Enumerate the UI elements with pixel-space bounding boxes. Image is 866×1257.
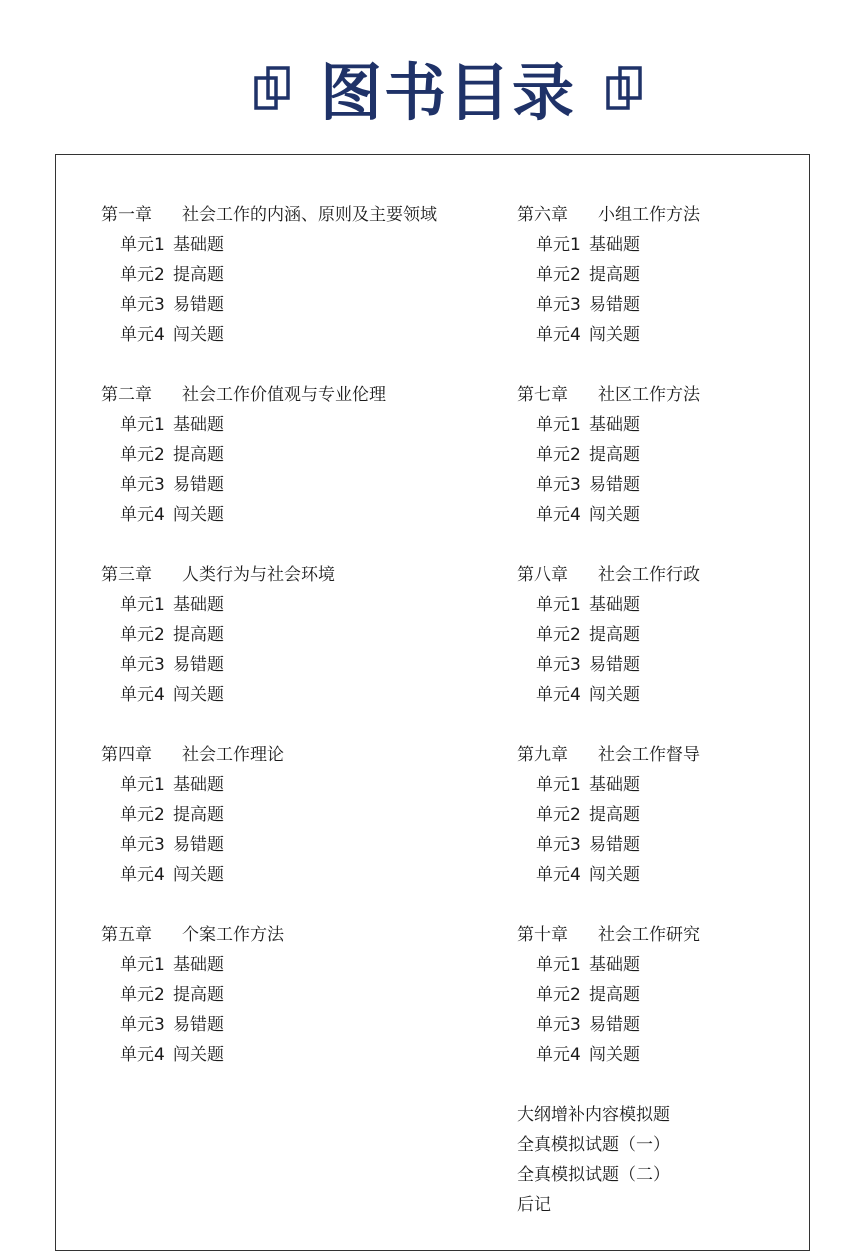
unit-number: 单元1 [120,775,165,795]
unit-entry[interactable] [517,590,700,620]
unit-entry[interactable] [101,320,437,350]
chapter-number: 第一章 [101,205,152,225]
unit-number: 单元2 [536,625,581,645]
unit-number: 单元2 [536,265,581,285]
unit-entry[interactable] [517,410,700,440]
unit-name: 闯关题 [589,1045,640,1065]
unit-entry[interactable] [101,410,437,440]
chapter-section [517,740,700,890]
unit-number: 单元2 [536,445,581,465]
unit-entry[interactable] [517,680,700,710]
unit-name: 基础题 [173,595,224,615]
unit-entry[interactable] [517,650,700,680]
unit-number: 单元3 [120,295,165,315]
unit-number: 单元2 [120,805,165,825]
unit-entry[interactable] [517,470,700,500]
unit-entry[interactable] [101,590,437,620]
unit-entry[interactable] [101,290,437,320]
unit-number: 单元1 [536,775,581,795]
unit-name: 基础题 [173,775,224,795]
chapter-section [101,380,437,530]
unit-number: 单元4 [120,865,165,885]
chapter-heading[interactable] [101,380,437,410]
chapter-heading[interactable] [517,920,700,950]
unit-number: 单元2 [120,445,165,465]
chapter-name: 社会工作理论 [182,745,284,765]
unit-name: 提高题 [589,985,640,1005]
unit-number: 单元4 [120,325,165,345]
unit-entry[interactable] [517,1040,700,1070]
unit-name: 闯关题 [589,325,640,345]
unit-entry[interactable] [517,950,700,980]
unit-number: 单元4 [120,505,165,525]
unit-name: 基础题 [589,415,640,435]
unit-number: 单元4 [536,865,581,885]
unit-entry[interactable] [101,680,437,710]
chapter-number: 第四章 [101,745,152,765]
unit-entry[interactable] [517,860,700,890]
unit-name: 提高题 [173,445,224,465]
unit-number: 单元1 [120,415,165,435]
appendix-entry[interactable]: 大纲增补内容模拟题 [517,1105,670,1125]
unit-entry[interactable] [517,320,700,350]
unit-entry[interactable] [517,440,700,470]
unit-name: 基础题 [589,235,640,255]
unit-name: 闯关题 [173,685,224,705]
unit-name: 基础题 [589,955,640,975]
nested-square-ornament-icon [604,60,644,118]
unit-name: 提高题 [173,985,224,1005]
chapter-heading[interactable] [101,560,437,590]
chapter-heading[interactable] [517,740,700,770]
unit-number: 单元3 [120,655,165,675]
chapter-number: 第七章 [517,385,568,405]
unit-number: 单元3 [536,655,581,675]
chapter-name: 个案工作方法 [182,925,284,945]
unit-number: 单元2 [536,985,581,1005]
unit-entry[interactable] [101,830,437,860]
unit-entry[interactable] [517,500,700,530]
unit-entry[interactable] [101,800,437,830]
unit-name: 基础题 [589,595,640,615]
unit-number: 单元4 [536,505,581,525]
unit-number: 单元1 [120,235,165,255]
chapter-number: 第五章 [101,925,152,945]
unit-name: 提高题 [589,265,640,285]
unit-name: 提高题 [173,265,224,285]
unit-entry[interactable] [101,1010,437,1040]
chapter-section [101,920,437,1070]
unit-name: 基础题 [173,415,224,435]
chapter-number: 第十章 [517,925,568,945]
chapter-name: 社会工作督导 [598,745,700,765]
unit-number: 单元2 [120,625,165,645]
unit-entry[interactable] [101,260,437,290]
unit-entry[interactable] [517,800,700,830]
unit-name: 易错题 [173,835,224,855]
chapter-heading[interactable] [101,200,437,230]
unit-number: 单元3 [120,835,165,855]
page-title: 图书目录 [319,56,576,129]
appendix-list [517,1100,700,1220]
chapter-section [517,560,700,710]
unit-number: 单元4 [536,685,581,705]
chapter-number: 第三章 [101,565,152,585]
unit-number: 单元1 [536,235,581,255]
chapter-section [101,200,437,350]
unit-name: 提高题 [589,625,640,645]
unit-name: 易错题 [589,295,640,315]
chapter-number: 第六章 [517,205,568,225]
unit-entry[interactable] [517,980,700,1010]
chapter-heading[interactable] [517,380,700,410]
unit-entry[interactable] [517,770,700,800]
unit-number: 单元4 [536,325,581,345]
appendix-entry[interactable]: 全真模拟试题（一） [517,1135,670,1155]
unit-name: 提高题 [173,625,224,645]
chapter-name: 社区工作方法 [598,385,700,405]
chapter-number: 第八章 [517,565,568,585]
chapter-heading[interactable] [517,560,700,590]
unit-name: 提高题 [589,445,640,465]
unit-entry[interactable] [101,1040,437,1070]
unit-entry[interactable] [101,230,437,260]
chapter-number: 第二章 [101,385,152,405]
unit-entry[interactable] [101,650,437,680]
chapter-heading[interactable] [101,920,437,950]
unit-name: 易错题 [589,475,640,495]
unit-name: 闯关题 [173,505,224,525]
page-header [0,52,866,136]
chapter-heading[interactable] [101,740,437,770]
unit-entry[interactable] [517,230,700,260]
unit-name: 易错题 [173,1015,224,1035]
unit-entry[interactable] [101,950,437,980]
unit-entry[interactable] [517,830,700,860]
chapter-section [517,380,700,530]
nested-square-ornament-icon [252,60,292,118]
unit-number: 单元1 [120,955,165,975]
unit-entry[interactable] [517,1010,700,1040]
chapter-section [101,560,437,710]
chapter-name: 人类行为与社会环境 [182,565,335,585]
unit-name: 易错题 [173,475,224,495]
unit-entry[interactable] [517,260,700,290]
unit-number: 单元4 [120,685,165,705]
appendix-entry[interactable]: 后记 [517,1195,551,1215]
toc-right-column [517,200,700,1220]
unit-number: 单元3 [120,1015,165,1035]
chapter-name: 社会工作行政 [598,565,700,585]
unit-entry[interactable] [101,440,437,470]
chapter-name: 小组工作方法 [598,205,700,225]
unit-entry[interactable] [101,620,437,650]
unit-entry[interactable] [101,470,437,500]
unit-number: 单元3 [536,475,581,495]
unit-name: 易错题 [589,835,640,855]
unit-name: 闯关题 [173,865,224,885]
unit-name: 易错题 [173,655,224,675]
unit-number: 单元3 [120,475,165,495]
unit-name: 基础题 [173,235,224,255]
unit-number: 单元1 [536,415,581,435]
unit-number: 单元1 [120,595,165,615]
unit-number: 单元4 [536,1045,581,1065]
unit-name: 易错题 [173,295,224,315]
unit-entry[interactable] [101,500,437,530]
unit-entry[interactable] [101,860,437,890]
unit-number: 单元2 [120,985,165,1005]
unit-number: 单元3 [536,835,581,855]
chapter-name: 社会工作价值观与专业伦理 [182,385,386,405]
unit-name: 提高题 [173,805,224,825]
unit-number: 单元1 [536,955,581,975]
unit-name: 闯关题 [589,865,640,885]
chapter-heading[interactable] [517,200,700,230]
unit-entry[interactable] [101,980,437,1010]
unit-number: 单元1 [536,595,581,615]
chapter-section [517,200,700,350]
unit-name: 基础题 [173,955,224,975]
toc-left-column [101,200,437,1100]
unit-number: 单元4 [120,1045,165,1065]
unit-name: 基础题 [589,775,640,795]
unit-name: 闯关题 [589,505,640,525]
unit-entry[interactable] [517,290,700,320]
unit-entry[interactable] [517,620,700,650]
unit-number: 单元2 [536,805,581,825]
unit-name: 闯关题 [173,1045,224,1065]
chapter-section [517,920,700,1070]
chapter-number: 第九章 [517,745,568,765]
unit-number: 单元2 [120,265,165,285]
unit-name: 闯关题 [173,325,224,345]
chapter-name: 社会工作的内涵、原则及主要领域 [182,205,437,225]
unit-name: 闯关题 [589,685,640,705]
unit-name: 提高题 [589,805,640,825]
unit-name: 易错题 [589,1015,640,1035]
appendix-entry[interactable]: 全真模拟试题（二） [517,1165,670,1185]
chapter-section [101,740,437,890]
unit-number: 单元3 [536,295,581,315]
unit-name: 易错题 [589,655,640,675]
unit-number: 单元3 [536,1015,581,1035]
unit-entry[interactable] [101,770,437,800]
chapter-name: 社会工作研究 [598,925,700,945]
